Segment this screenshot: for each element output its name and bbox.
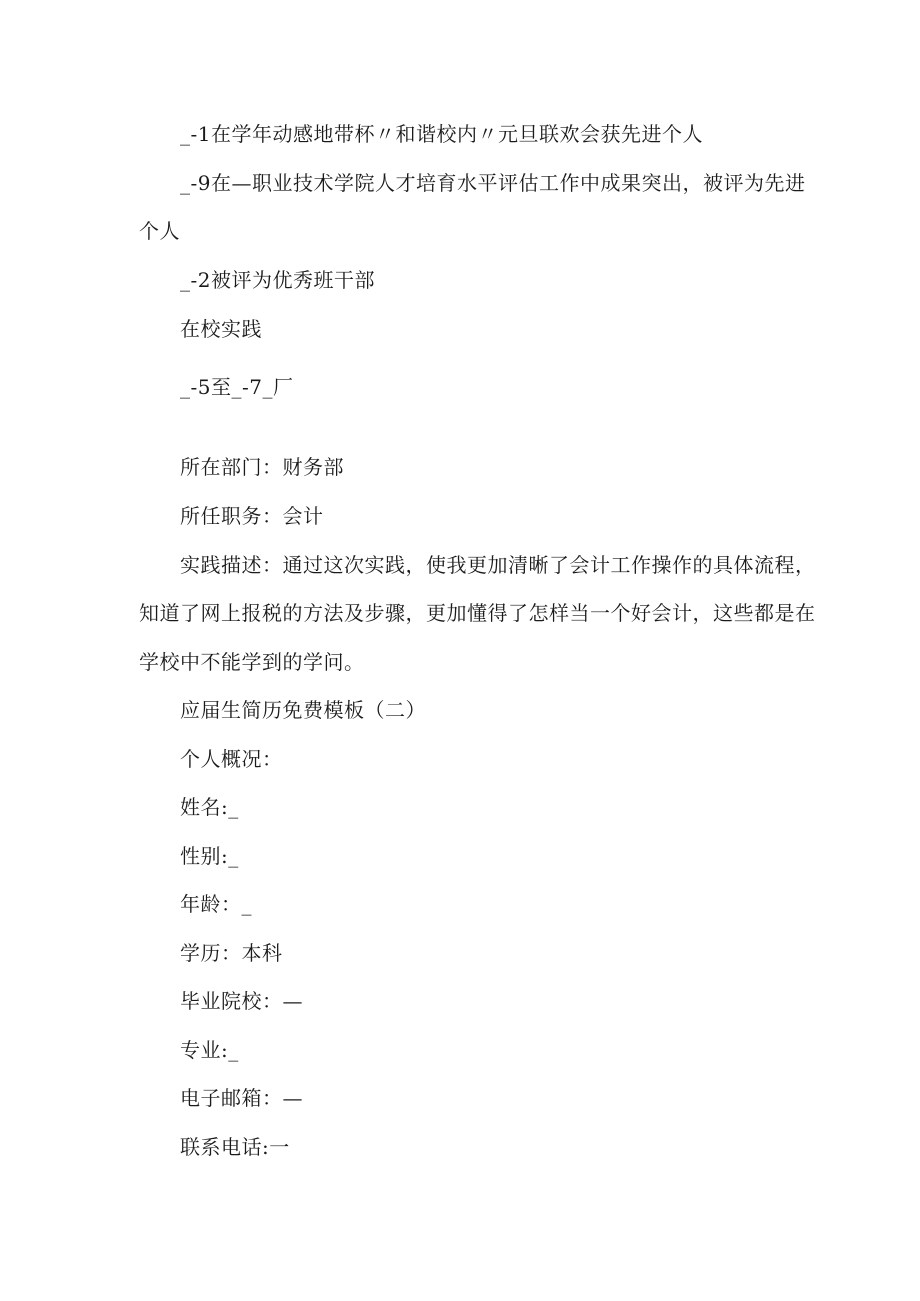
name-field: 姓名:_ [180, 795, 239, 819]
award-line-3: _-2被评为优秀班干部 [180, 268, 375, 292]
practice-description-line-2: 知道了网上报税的方法及步骤，更加懂得了怎样当一个好会计，这些都是在 [139, 601, 816, 625]
template-title: 应届生简历免费模板（二） [180, 698, 426, 722]
section-heading-profile: 个人概况： [180, 747, 283, 771]
school-field: 毕业院校：— [180, 989, 303, 1013]
age-field: 年龄：_ [180, 892, 252, 916]
education-field: 学历：本科 [180, 941, 283, 965]
position-field: 所任职务：会计 [180, 504, 324, 528]
department-field: 所在部门：财务部 [180, 455, 344, 479]
email-field: 电子邮箱：— [180, 1086, 303, 1110]
section-heading-practice: 在校实践 [180, 317, 262, 341]
major-field: 专业:_ [180, 1038, 239, 1062]
award-line-2-continued: 个人 [139, 219, 180, 243]
practice-description-line-3: 学校中不能学到的学问。 [139, 650, 365, 674]
phone-field: 联系电话:一 [180, 1135, 290, 1159]
practice-description-line-1: 实践描述：通过这次实践，使我更加清晰了会计工作操作的具体流程， [180, 553, 816, 577]
practice-period: _-5至_-7_厂 [180, 375, 294, 399]
award-line-1: _-1在学年动感地带杯〃和谐校内〃元旦联欢会获先进个人 [180, 122, 703, 146]
gender-field: 性别:_ [180, 844, 239, 868]
award-line-2: _-9在—职业技术学院人才培育水平评估工作中成果突出，被评为先进 [180, 171, 806, 195]
